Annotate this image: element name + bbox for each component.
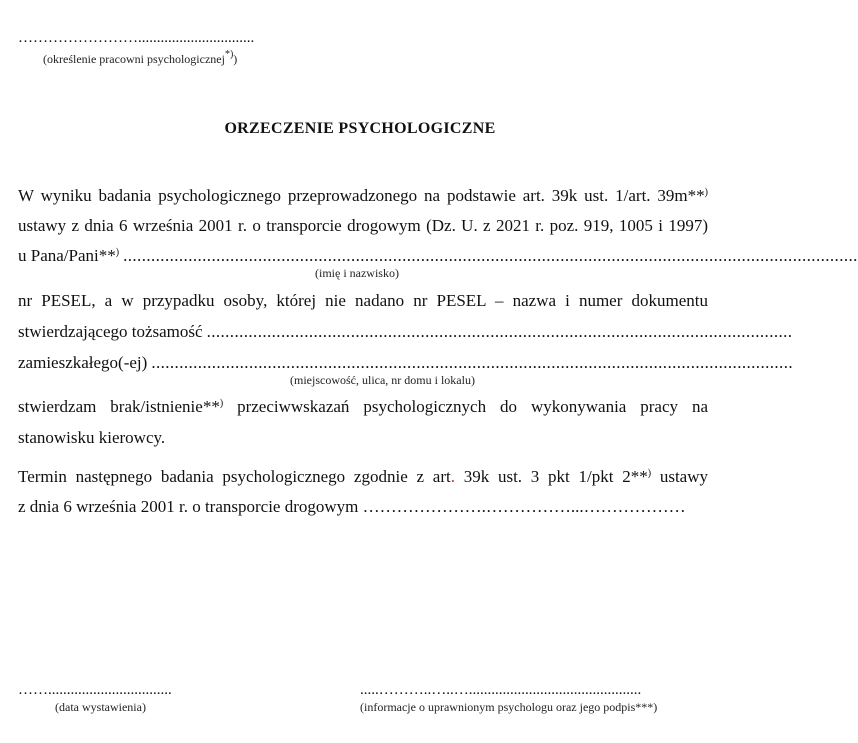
name-dotted-field[interactable]: .............................................................................................................................................................. [123, 246, 858, 265]
para3-line1-b: przeciwwskazań psychologicznych do wykonywania pracy na [223, 397, 708, 416]
header-dotted-line: ……………………............................... [18, 30, 255, 46]
para3-line2: stanowisku kierowcy. [18, 428, 166, 447]
document-title: ORZECZENIE PSYCHOLOGICZNE [224, 120, 496, 137]
para1-line3-lead-text: u Pana/Pani** [18, 246, 116, 265]
para3-line1-sup: ) [219, 398, 224, 409]
header-caption-sup: *) [224, 49, 234, 60]
para2-line3 [18, 353, 794, 373]
caption-psychologist-info: (informacje o uprawnionym psychologu oraz jego podpis***) [360, 700, 658, 714]
para2-line3-lead: zamieszkałego(-ej) [18, 353, 148, 372]
para1-line1 [18, 186, 708, 206]
caption-address: (miejscowość, ulica, nr domu i lokalu) [290, 373, 475, 387]
para4-line1 [18, 467, 708, 487]
para2-line2 [18, 322, 793, 342]
para1-line1-text: W wyniku badania psychologicznego przeprowadzonego na podstawie art. 39k ust. 1/art. 39m** [18, 186, 705, 205]
para4-line1-sup: ) [647, 468, 652, 479]
para2-line1: nr PESEL, a w przypadku osoby, której nie nadano nr PESEL – nazwa i numer dokumentu [18, 291, 708, 310]
para1-line3-lead [18, 246, 119, 266]
para4-line1-dot: . [450, 467, 455, 486]
para3-line1-a: stwierdzam brak/istnienie** [18, 397, 220, 416]
para4-line2: z dnia 6 września 2001 r. o transporcie drogowym ………………….……………...……………… [18, 497, 686, 516]
header-caption-end: ) [233, 52, 238, 66]
issue-date-dotted-field[interactable]: ……................................. [18, 682, 172, 698]
psychologist-signature-dotted-field[interactable]: .....………..…..….............................................. [360, 682, 642, 698]
para1-line3 [18, 246, 858, 266]
para1-line3-sup: ) [115, 247, 120, 258]
para1-line1-sup: ) [704, 187, 708, 198]
para3-line1 [18, 397, 708, 417]
para4-line1-a: Termin następnego badania psychologicznego zgodnie z art [18, 467, 451, 486]
para1-line2: ustawy z dnia 6 września 2001 r. o transporcie drogowym (Dz. U. z 2021 r. poz. 919, 1005 i 1997) [18, 216, 708, 235]
identity-document-dotted-field[interactable]: .............................................................................................................................. [206, 322, 793, 341]
header-caption [43, 49, 238, 67]
caption-name: (imię i nazwisko) [315, 266, 399, 280]
para2-line2-lead: stwierdzającego tożsamość [18, 322, 203, 341]
para4-line1-b: 39k ust. 3 pkt 1/pkt 2** [454, 467, 648, 486]
para4-line1-c: ustawy [651, 467, 708, 486]
address-dotted-field[interactable]: .......................................................................................................................................... [151, 353, 794, 372]
header-caption-text: (określenie pracowni psychologicznej [43, 52, 225, 66]
caption-issue-date: (data wystawienia) [55, 700, 146, 714]
